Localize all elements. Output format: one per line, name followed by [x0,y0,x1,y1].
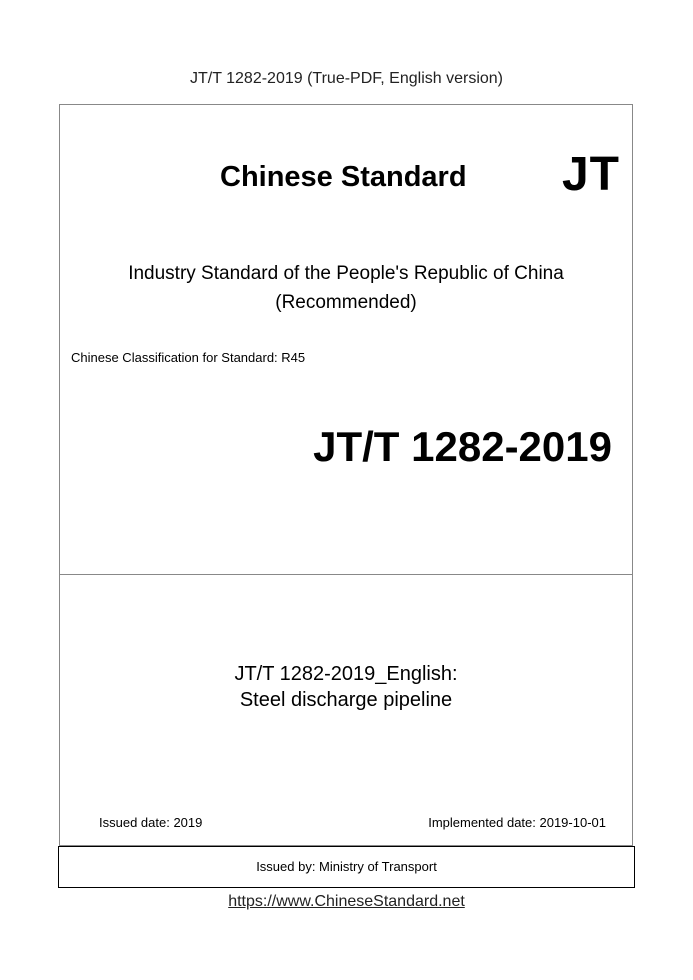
issued-date: Issued date: 2019 [99,815,203,830]
jt-mark: JT [561,148,620,201]
subtitle-line-2: (Recommended) [275,292,417,313]
english-title-line-2: Steel discharge pipeline [239,689,453,711]
doc-title: Chinese Standard [220,161,467,193]
page-header: JT/T 1282-2019 (True-PDF, English version) [189,70,503,87]
website-link[interactable]: https://www.ChineseStandard.net [228,893,465,910]
subtitle [60,259,632,317]
english-title [60,661,632,713]
english-title-line-1: JT/T 1282-2019_English: [234,663,458,685]
classification-text: Chinese Classification for Standard: R45 [71,350,306,365]
issuer-box: Issued by: Ministry of Transport [58,846,635,888]
footer [0,893,693,911]
cover-section [59,104,633,574]
implemented-date: Implemented date: 2019-10-01 [428,815,606,830]
title-row [60,147,632,207]
details-section [59,574,633,846]
standard-number: JT/T 1282-2019 [313,423,612,470]
subtitle-line-1: Industry Standard of the People's Republic of China [128,263,564,284]
